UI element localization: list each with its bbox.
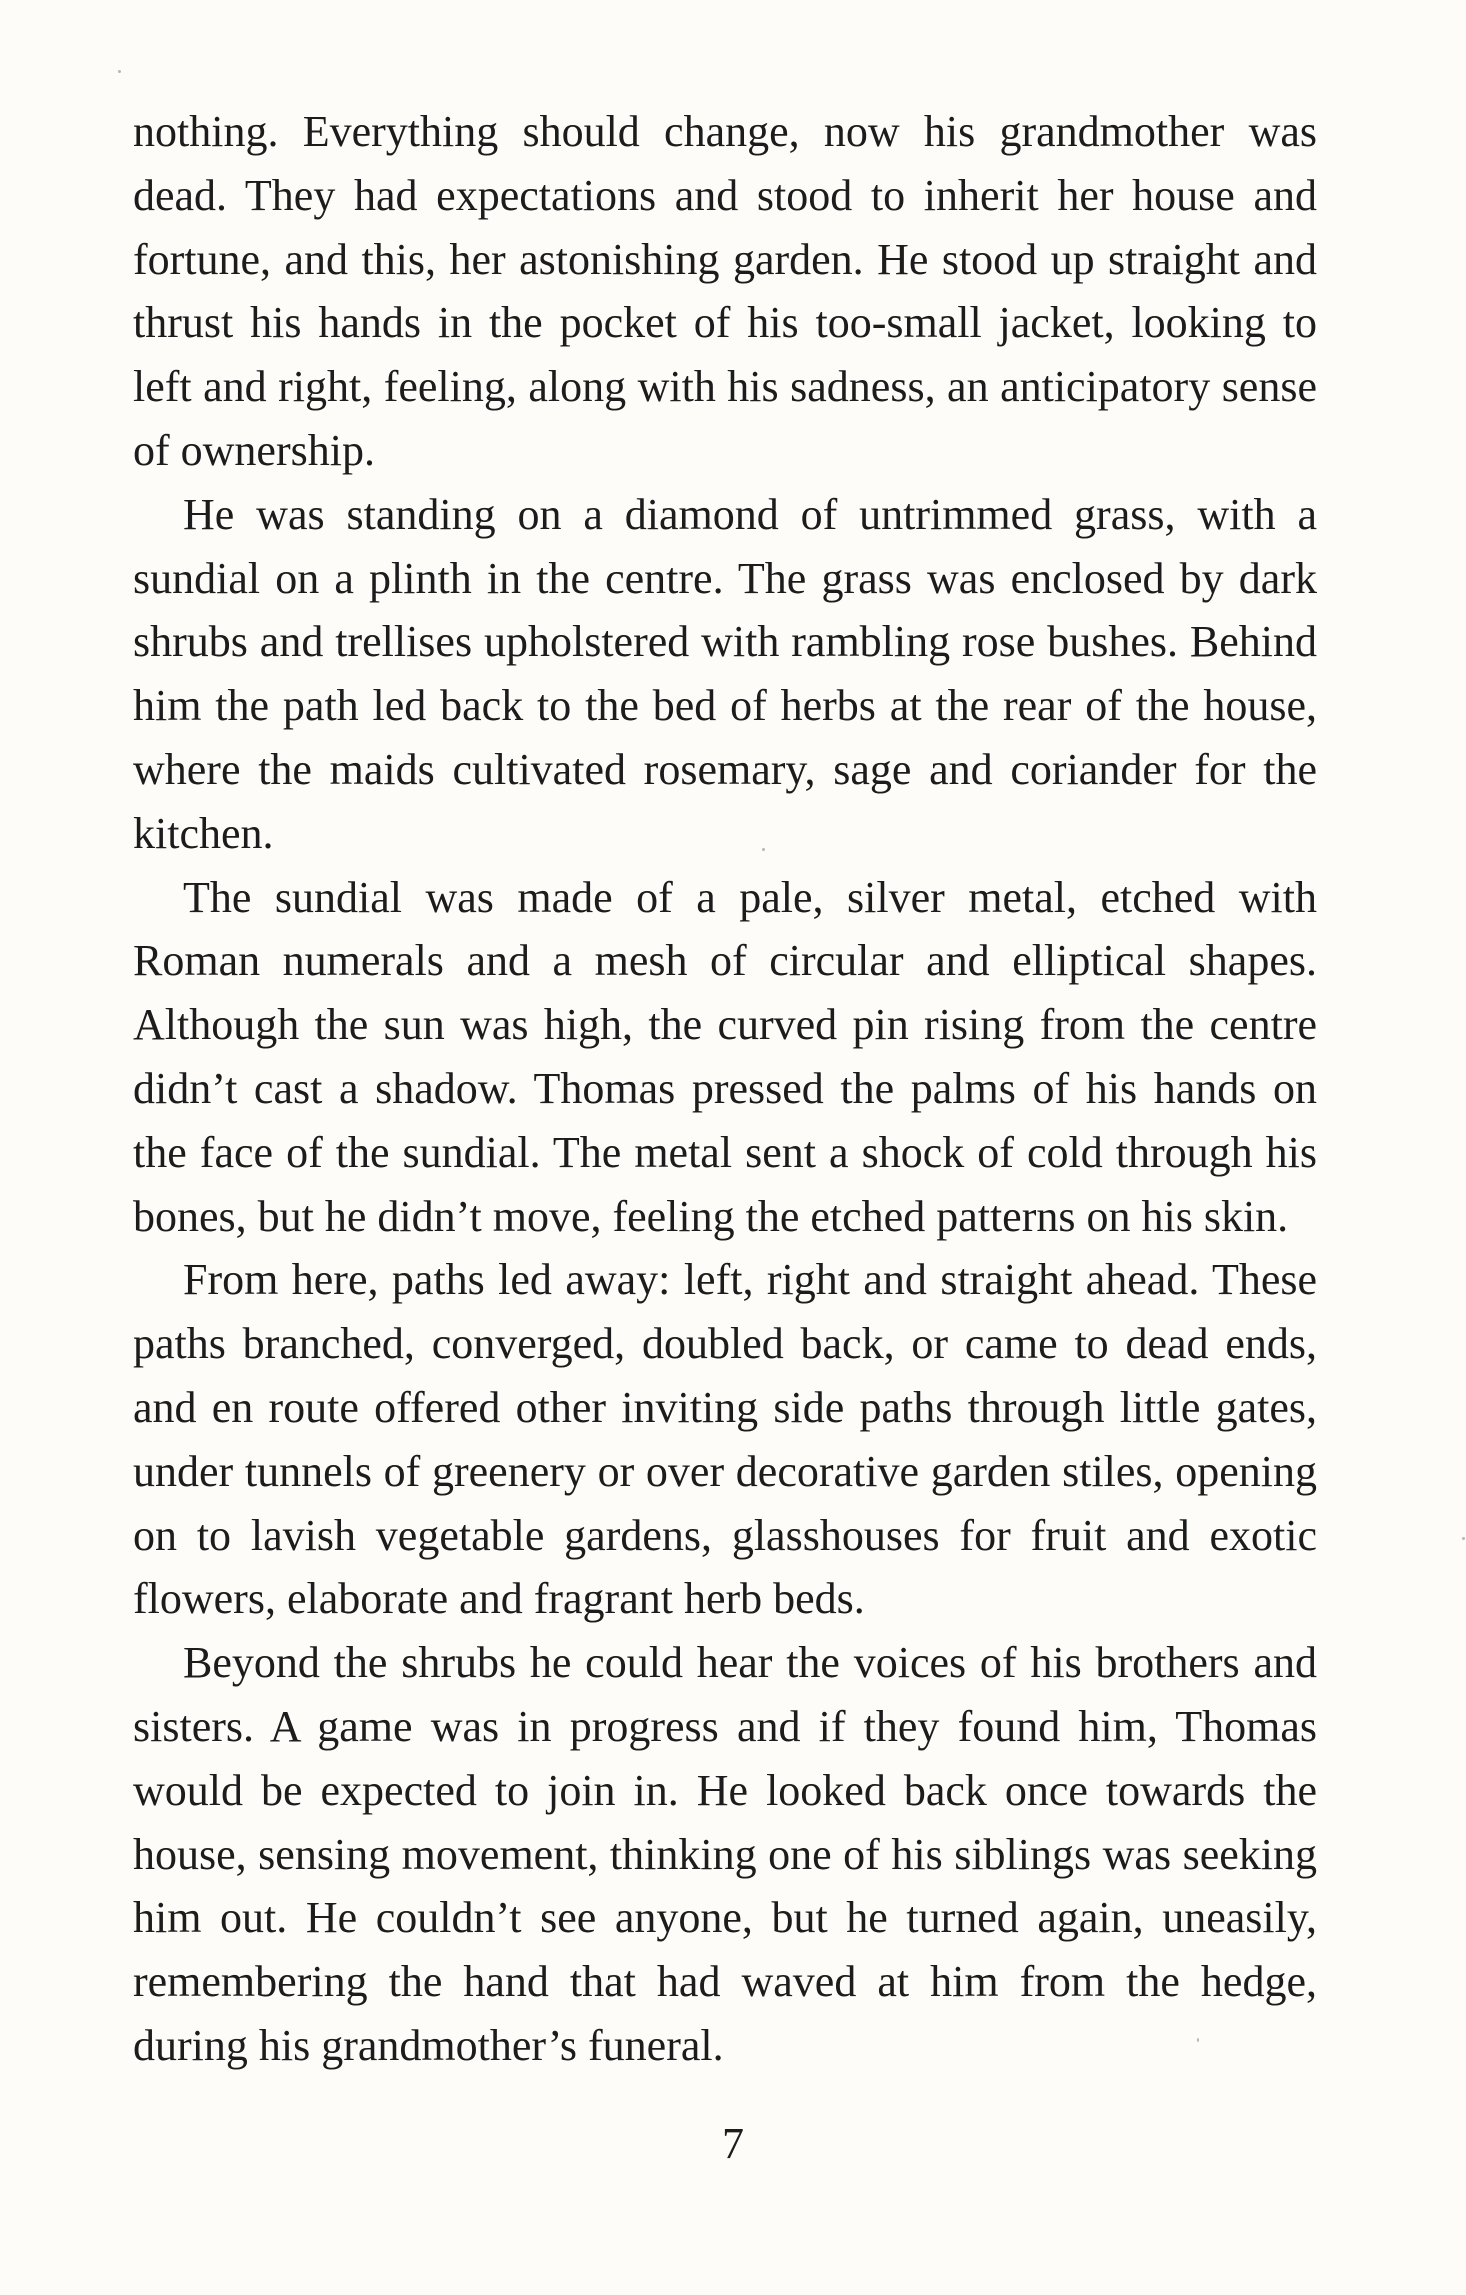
paper-speck	[1462, 1537, 1465, 1540]
paragraph-5: Beyond the shrubs he could hear the voices of his brothers and sisters. A game was in progress and if they found him, Thomas would be expected to join in. He looked back once towards the house, sensing movement, thinking one of his siblings was seeking him out. He couldn’t see anyone, but he turned again, uneasily, remembering the hand that had waved at him from the hedge, during his grandmother’s funeral.	[133, 1638, 1317, 2070]
body-text	[133, 100, 1317, 2078]
page-number: 7	[722, 2119, 744, 2168]
paper-speck	[118, 70, 121, 73]
paper-speck	[762, 848, 765, 851]
paragraph-2: He was standing on a diamond of untrimmed grass, with a sundial on a plinth in the centre. The grass was enclosed by dark shrubs and trellises upholstered with rambling rose bushes. Behind him the path led back to the bed of herbs at the rear of the house, where the maids cultivated rosemary, sage and coriander for the kitchen.	[133, 489, 1317, 858]
paragraph-3: The sundial was made of a pale, silver metal, etched with Roman numerals and a mesh of circular and elliptical shapes. Although the sun was high, the curved pin rising from the centre didn’t cast a shadow. Thomas pressed the palms of his hands on the face of the sundial. The metal sent a shock of cold through his bones, but he didn’t move, feeling the etched patterns on his skin.	[133, 872, 1317, 1241]
paragraph-4: From here, paths led away: left, right and straight ahead. These paths branched, converged, doubled back, or came to dead ends, and en route offered other inviting side paths through little gates, under tunnels of greenery or over decorative garden stiles, opening on to lavish vegetable gardens, glasshouses for fruit and exotic flowers, elaborate and fragrant herb beds.	[133, 1255, 1317, 1624]
paragraph-1: nothing. Everything should change, now his grandmother was dead. They had expectations and stood to inherit her house and fortune, and this, her astonishing garden. He stood up straight and thrust his hands in the pocket of his too-small jacket, looking to left and right, feeling, along with his sadness, an anticipatory sense of ownership.	[133, 107, 1317, 475]
paper-speck	[1197, 2038, 1199, 2042]
